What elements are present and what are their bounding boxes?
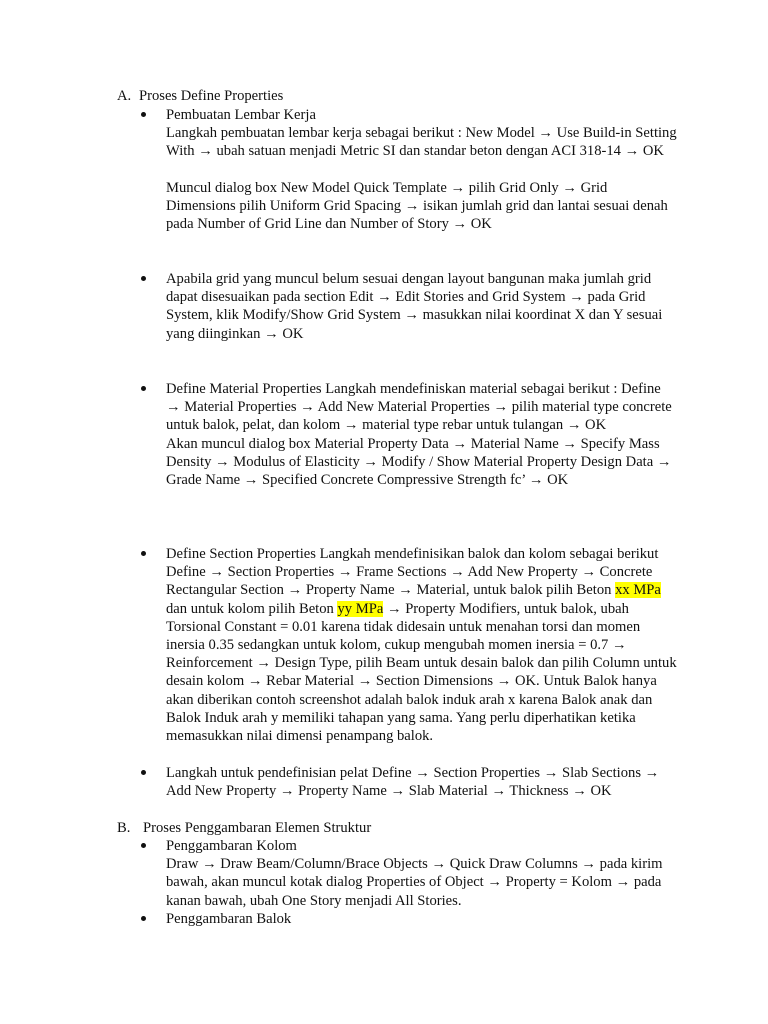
- section-a-letter: A.: [117, 88, 132, 104]
- bullet-icon: [141, 112, 146, 117]
- text-run: → Property Modifiers, untuk balok, ubah Torsional Constant = 0.01 karena tidak didesain untuk menahan torsi dan momen inersia 0.35 sedangkan untuk kolom, cukup mengubah momen inersia = 0.7 → Reinforcement → Design Type, pilih Beam untuk desain balok dan pilih Column untuk desain kolom → Rebar Material → Section Dimensions → OK. Untuk Balok hanya akan diberikan contoh screenshot adalah balok induk arah x karena Balok anak dan Balok Induk arah y memiliki tahapan yang sama. Yang perlu diperhatikan ketika memasukkan nilai dimensi penampang balok.: [166, 600, 677, 745]
- highlighted-text: xx MPa: [615, 582, 661, 599]
- bullet-icon: [141, 386, 146, 391]
- item-title: Penggambaran Balok: [166, 911, 292, 927]
- bullet-icon: [141, 276, 146, 281]
- section-b-letter: B.: [117, 820, 131, 836]
- item-paragraph: Apabila grid yang muncul belum sesuai dengan layout bangunan maka jumlah grid dapat disesuaikan pada section Edit → Edit Stories and Grid System → pada Grid System, klik Modify/Show Grid System → masukkan nilai koordinat X dan Y sesuai yang diinginkan → OK: [166, 271, 663, 342]
- highlighted-text: yy MPa: [337, 600, 384, 617]
- item-paragraph: Akan muncul dialog box Material Property Data → Material Name → Specify Mass Density → Modulus of Elasticity → Modify / Show Material Property Design Data → Grade Name → Specified Concrete Compressive Strength fc’ → OK: [166, 435, 672, 489]
- item-title: Penggambaran Kolom: [166, 838, 297, 854]
- item-paragraph: Langkah pembuatan lembar kerja sebagai berikut : New Model → Use Build-in Setting With → ubah satuan menjadi Metric SI dan standar beton dengan ACI 318-14 → OK: [166, 125, 677, 160]
- text-run: dan untuk kolom pilih Beton: [166, 600, 338, 617]
- item-paragraph: Muncul dialog box New Model Quick Template → pilih Grid Only → Grid Dimensions pilih Uniform Grid Spacing → isikan jumlah grid dan lantai sesuai denah pada Number of Grid Line dan Number of Story → OK: [166, 179, 668, 233]
- text-run: Define Section Properties Langkah mendefinisikan balok dan kolom sebagai berikut Define → Section Properties → Frame Sections → Add New Property → Concrete Rectangular Section → Property Name → Material, untuk balok pilih Beton: [166, 546, 659, 599]
- section-a-title: Proses Define Properties: [139, 88, 284, 104]
- bullet-icon: [141, 916, 146, 921]
- item-title: Pembuatan Lembar Kerja: [166, 107, 316, 123]
- item-paragraph: Langkah untuk pendefinisian pelat Define → Section Properties → Slab Sections → Add New Property → Property Name → Slab Material → Thickness → OK: [166, 765, 660, 800]
- section-b-heading: [117, 819, 371, 837]
- bullet-icon: [141, 551, 146, 556]
- bullet-icon: [141, 770, 146, 775]
- section-a-heading: [117, 87, 283, 105]
- item-paragraph: Draw → Draw Beam/Column/Brace Objects → Quick Draw Columns → pada kirim bawah, akan muncul kotak dialog Properties of Object → Property = Kolom → pada kanan bawah, ubah One Story menjadi All Stories.: [166, 856, 663, 909]
- bullet-icon: [141, 843, 146, 848]
- item-paragraph: Define Material Properties Langkah mendefiniskan material sebagai berikut : Define → Material Properties → Add New Material Properties → pilih material type concrete untuk balok, pelat, dan kolom → material type rebar untuk tulangan → OK: [166, 381, 672, 434]
- section-b-title: Proses Penggambaran Elemen Struktur: [143, 820, 372, 836]
- item-paragraph: [166, 545, 678, 745]
